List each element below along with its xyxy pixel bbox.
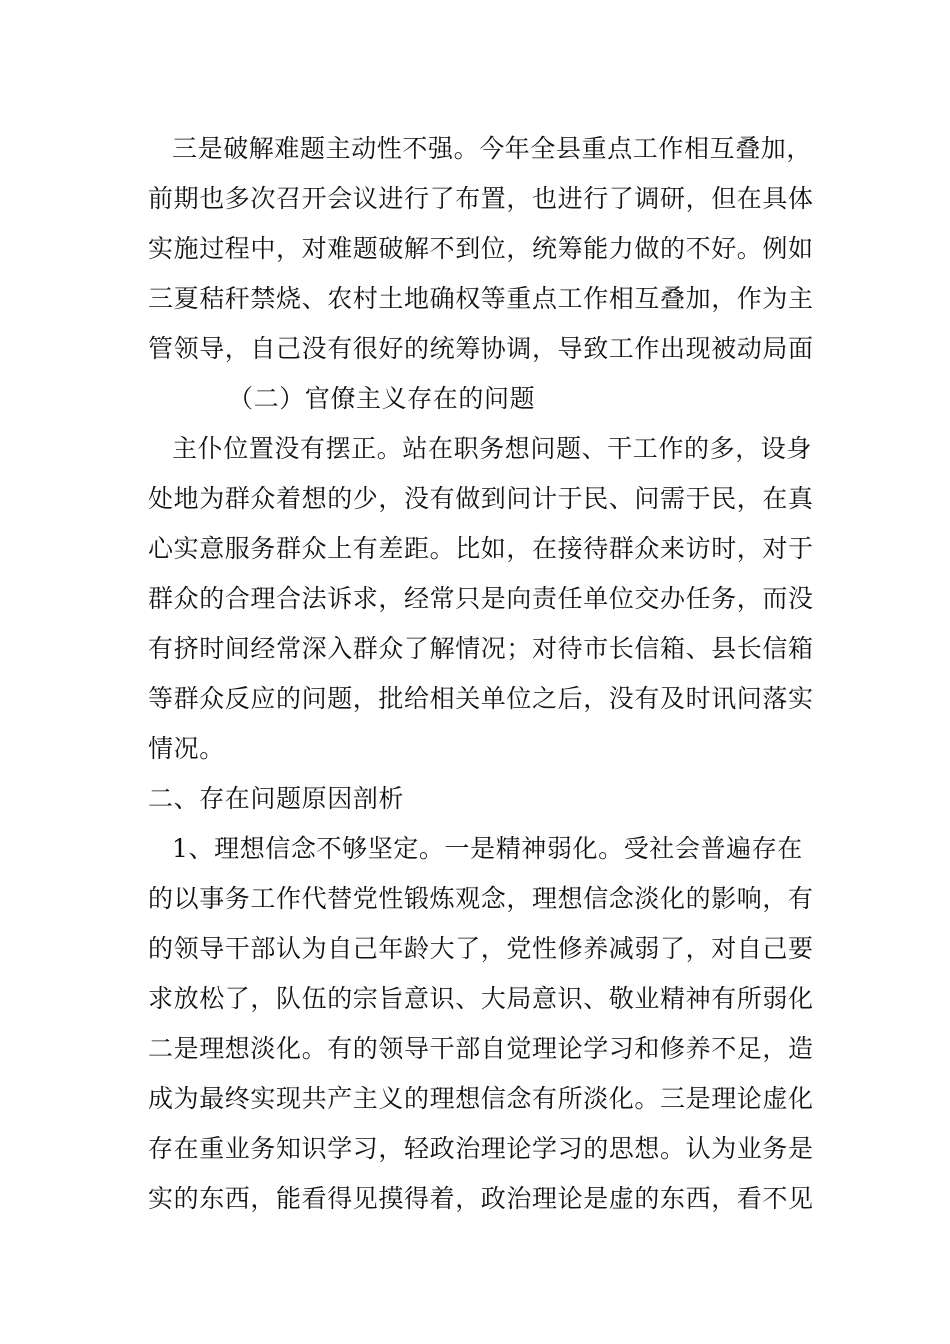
paragraph-line: 存在重业务知识学习，轻政治理论学习的思想。认为业务是	[148, 1134, 814, 1163]
paragraph-line: 三夏秸秆禁烧、农村土地确权等重点工作相互叠加，作为主	[148, 284, 814, 313]
paragraph-line: 成为最终实现共产主义的理想信念有所淡化。三是理论虚化	[148, 1084, 814, 1113]
paragraph-line: 处地为群众着想的少，没有做到问计于民、问需于民，在真	[148, 484, 814, 513]
paragraph-line: 有挤时间经常深入群众了解情况；对待市长信箱、县长信箱	[148, 634, 814, 663]
paragraph-line: 主仆位置没有摆正。站在职务想问题、干工作的多，设身	[172, 434, 813, 463]
paragraph-line: 前期也多次召开会议进行了布置，也进行了调研，但在具体	[148, 184, 814, 213]
section-subheading: （二）官僚主义存在的问题	[228, 384, 536, 413]
paragraph-line: 二是理想淡化。有的领导干部自觉理论学习和修养不足，造	[148, 1034, 814, 1063]
paragraph-line: 群众的合理合法诉求，经常只是向责任单位交办任务，而没	[148, 584, 814, 613]
paragraph-line: 管领导，自己没有很好的统筹协调，导致工作出现被动局面	[148, 334, 814, 363]
paragraph-line: 的以事务工作代替党性锻炼观念，理想信念淡化的影响，有	[148, 884, 814, 913]
section-heading: 二、存在问题原因剖析	[148, 784, 405, 813]
paragraph-line: 的领导干部认为自己年龄大了，党性修养减弱了，对自己要	[148, 934, 814, 963]
paragraph-line: 求放松了，队伍的宗旨意识、大局意识、敬业精神有所弱化	[148, 984, 814, 1013]
paragraph-line: 1、理想信念不够坚定。一是精神弱化。受社会普遍存在	[172, 834, 803, 863]
paragraph-line: 实的东西，能看得见摸得着，政治理论是虚的东西，看不见	[148, 1184, 814, 1213]
paragraph-line: 情况。	[148, 734, 225, 763]
paragraph-line: 心实意服务群众上有差距。比如，在接待群众来访时，对于	[148, 534, 814, 563]
paragraph-line: 三是破解难题主动性不强。今年全县重点工作相互叠加，	[172, 134, 813, 163]
paragraph-line: 实施过程中，对难题破解不到位，统筹能力做的不好。例如	[148, 234, 814, 263]
paragraph-line: 等群众反应的问题，批给相关单位之后，没有及时讯问落实	[148, 684, 814, 713]
